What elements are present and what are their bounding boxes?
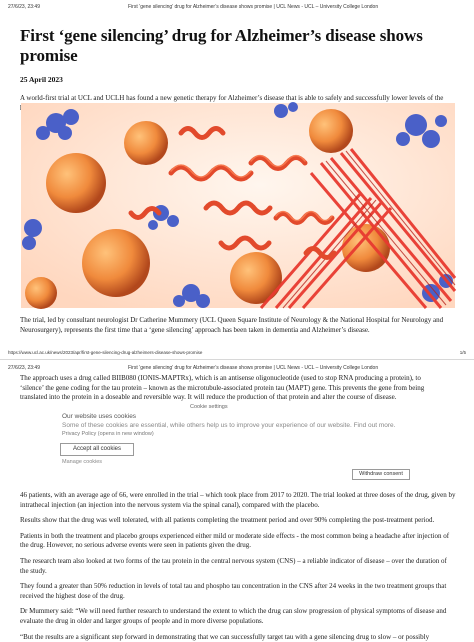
paragraph-research: The research team also looked at two forms of the tau protein in the central nervous system (CNS) – a reliable indicator of disease – over the duration of the study. [20,556,447,575]
paragraph-found: They found a greater than 50% reduction in levels of total tau and phospho tau concentration in the CNS after 24 weeks in the two treatment groups that received the highest dose of the drug. [20,582,447,600]
print-date: 27/6/23, 23:49 [8,4,40,10]
paragraph-line: translated into the protein in a doseable and reversible way. It will reduce the production of that protein and alter the course of disease. [20,393,397,402]
print-header [8,4,466,10]
withdraw-consent-button[interactable]: Withdraw consent [352,469,410,480]
article-page-1 [20,26,456,113]
print-date: 27/6/23, 23:49 [8,365,40,371]
hero-image [21,103,455,308]
paragraph-results: Results show that the drug was well tolerated, with all patients completing the treatment period and over 90% completing the post-treatment period. [20,516,435,525]
image-caption: The trial, led by consultant neurologist Dr Catherine Mummery (UCL Queen Square Institute of Neurology & the National Hospital for Neurology and Neurosurgery), represents the first time that a ‘gene silencing’ approach has been taken in dementia and Alzheimer’s disease. [20,316,444,334]
paragraph-line: The approach uses a drug called BIIB080 (IONIS-MAPTRx), which is an antisense oligonucleotide (used to stop RNA producing a protein), to [20,374,421,382]
print-title: First ‘gene silencing’ drug for Alzheimer’s disease shows promise | UCL News - UCL – University College London [128,4,379,10]
print-footer [8,350,466,355]
article-page-2-intro [20,374,456,403]
article-page-2-body [20,491,456,642]
paragraph-patients: 46 patients, with an average age of 66, were enrolled in the trial – which took place from 2017 to 2020. The trial looked at three doses of the drug, given by intrathecal injection (an injection into the nervous system via the spinal canal), compared with the placebo. [20,491,456,509]
print-title: First ‘gene silencing’ drug for Alzheimer’s disease shows promise | UCL News - UCL – University College London [128,365,379,371]
privacy-policy-link[interactable]: Privacy Policy (opens in new window) [62,431,154,437]
cookie-heading: Our website uses cookies [62,413,137,420]
print-url[interactable]: https://www.ucl.ac.uk/news/2023/apr/first-gene-silencing-drug-alzheimers-disease-shows-promise [8,350,203,355]
page-divider [0,359,474,360]
paragraph-mummery: Dr Mummery said: “We will need further research to understand the extent to which the drug can slow progression of physical symptoms of disease and evaluate the drug in older and larger groups of people and in more diverse populations. [20,607,447,625]
manage-cookies-link[interactable]: Manage cookies [62,459,103,465]
paragraph-approach [20,374,456,403]
cookie-body: Some of these cookies are essential, while others help us to improve your experience of our website. Find out more. [62,422,396,429]
print-header-page-2 [8,365,466,371]
paragraph-side-effects: Patients in both the treatment and placebo groups experienced either mild or moderate side effects - the most common being a headache after injection of the drug. However, no serious adverse events were seen in patients given the drug. [20,531,450,550]
accept-all-cookies-button[interactable]: Accept all cookies [60,443,134,456]
tau-protein-illustration [21,103,455,308]
article-date: 25 April 2023 [20,75,63,84]
paragraph-but: “But the results are a significant step forward in demonstrating that we can successfully target tau with a gene silencing drug to slow – or possibly [20,632,430,641]
print-page-number: 1/5 [459,350,466,355]
article-intro: A world-first trial at UCL and UCLH has found a new genetic therapy for Alzheimer’s disease that is able to safely and successfully lower levels of the [20,94,444,102]
cookie-settings-tab[interactable]: Cookie settings [190,404,228,410]
page-title: First ‘gene silencing’ drug for Alzheimer’s disease shows promise [20,26,423,65]
paragraph-line: ‘silence’ the gene coding for the tau protein – known as the microtubule-associated protein tau (MAPT) gene. This prevents the gene from being [20,383,425,392]
